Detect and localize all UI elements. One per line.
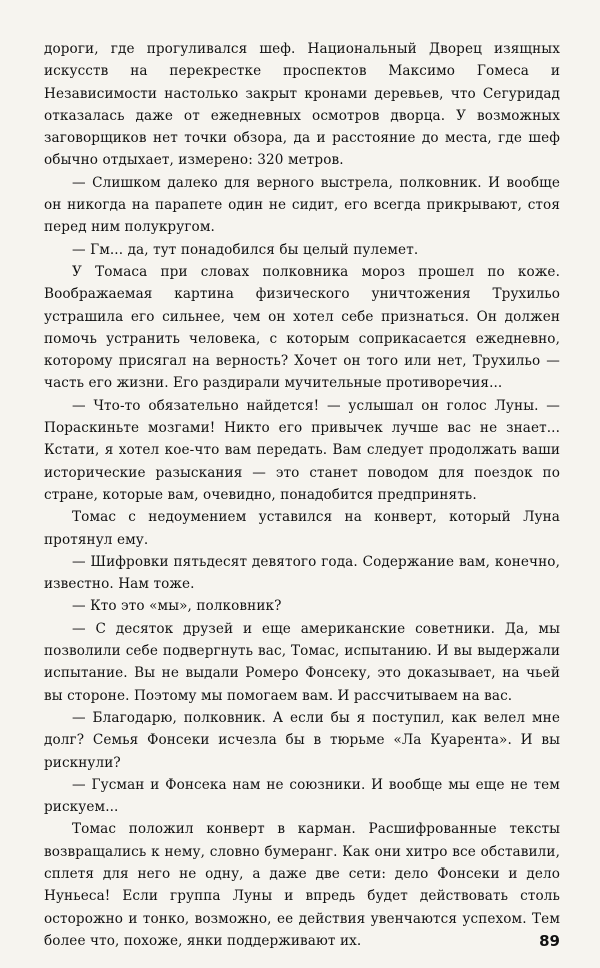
- paragraph: Томас положил конверт в карман. Расшифрованные тексты возвращались к нему, словно бумеранг. Как они хитро все обставили, сплетя для него не одну, а даже две сети: дело Фонсеки и дело Нуньеса! Если группа Луны и впредь будет действовать столь осторожно и тонко, возможно, ее действия увенчаются успехом. Тем более что, похоже, янки поддерживают их.: [44, 821, 560, 949]
- page-number: 89: [539, 932, 560, 950]
- body-text: [44, 38, 560, 952]
- paragraph-continuation: дороги, где прогуливался шеф. Национальный Дворец изящных искусств на перекрестке проспектов Максимо Гомеса и Независимости настолько закрыт кронами деревьев, что Сегуридад отказалась даже от ежедневных осмотров дворца. У возможных заговорщиков нет точки обзора, да и расстояние до места, где шеф обычно отдыхает, измерено: 320 метров.: [44, 41, 560, 169]
- paragraph: — Гусман и Фонсека нам не союзники. И вообще мы еще не тем рискуем...: [44, 776, 560, 816]
- paragraph: — Шифровки пятьдесят девятого года. Содержание вам, конечно, известно. Нам тоже.: [44, 553, 560, 593]
- paragraph: У Томаса при словах полковника мороз прошел по коже. Воображаемая картина физического уничтожения Трухильо устрашила его сильнее, чем он хотел себе признаться. Он должен помочь устранить человека, с которым соприкасается ежедневно, которому присягал на верность? Хочет он того или нет, Трухильо — часть его жизни. Его раздирали мучительные противоречия...: [44, 263, 560, 392]
- paragraph: — Благодарю, полковник. А если бы я поступил, как велел мне долг? Семья Фонсеки исчезла бы в тюрьме «Ла Куарента». И вы рискнули?: [44, 709, 560, 771]
- paragraph: — Кто это «мы», полковник?: [72, 598, 282, 615]
- paragraph: — Слишком далеко для верного выстрела, полковник. И вообще он никогда на парапете один не сидит, его всегда прикрывают, стоя перед ним полукругом.: [44, 174, 560, 236]
- paragraph: — С десяток друзей и еще американские советники. Да, мы позволили себе подвергнуть вас, Томас, испытанию. И вы выдержали испытание. Вы не выдали Ромеро Фонсеку, это доказывает, на чьей вы стороне. Поэтому мы помогаем вам. И рассчитываем на вас.: [44, 620, 560, 704]
- paragraph: Томас с недоумением уставился на конверт, который Луна протянул ему.: [44, 509, 560, 548]
- paragraph: — Гм... да, тут понадобился бы целый пулемет.: [72, 241, 419, 258]
- paragraph: — Что-то обязательно найдется! — услышал он голос Луны. — Пораскиньте мозгами! Никто его привычек лучше вас не знает... Кстати, я хотел кое-что вам передать. Вам следует продолжать ваши исторические разыскания — это станет поводом для поездок по стране, которые вам, очевидно, понадобится предпринять.: [44, 397, 560, 503]
